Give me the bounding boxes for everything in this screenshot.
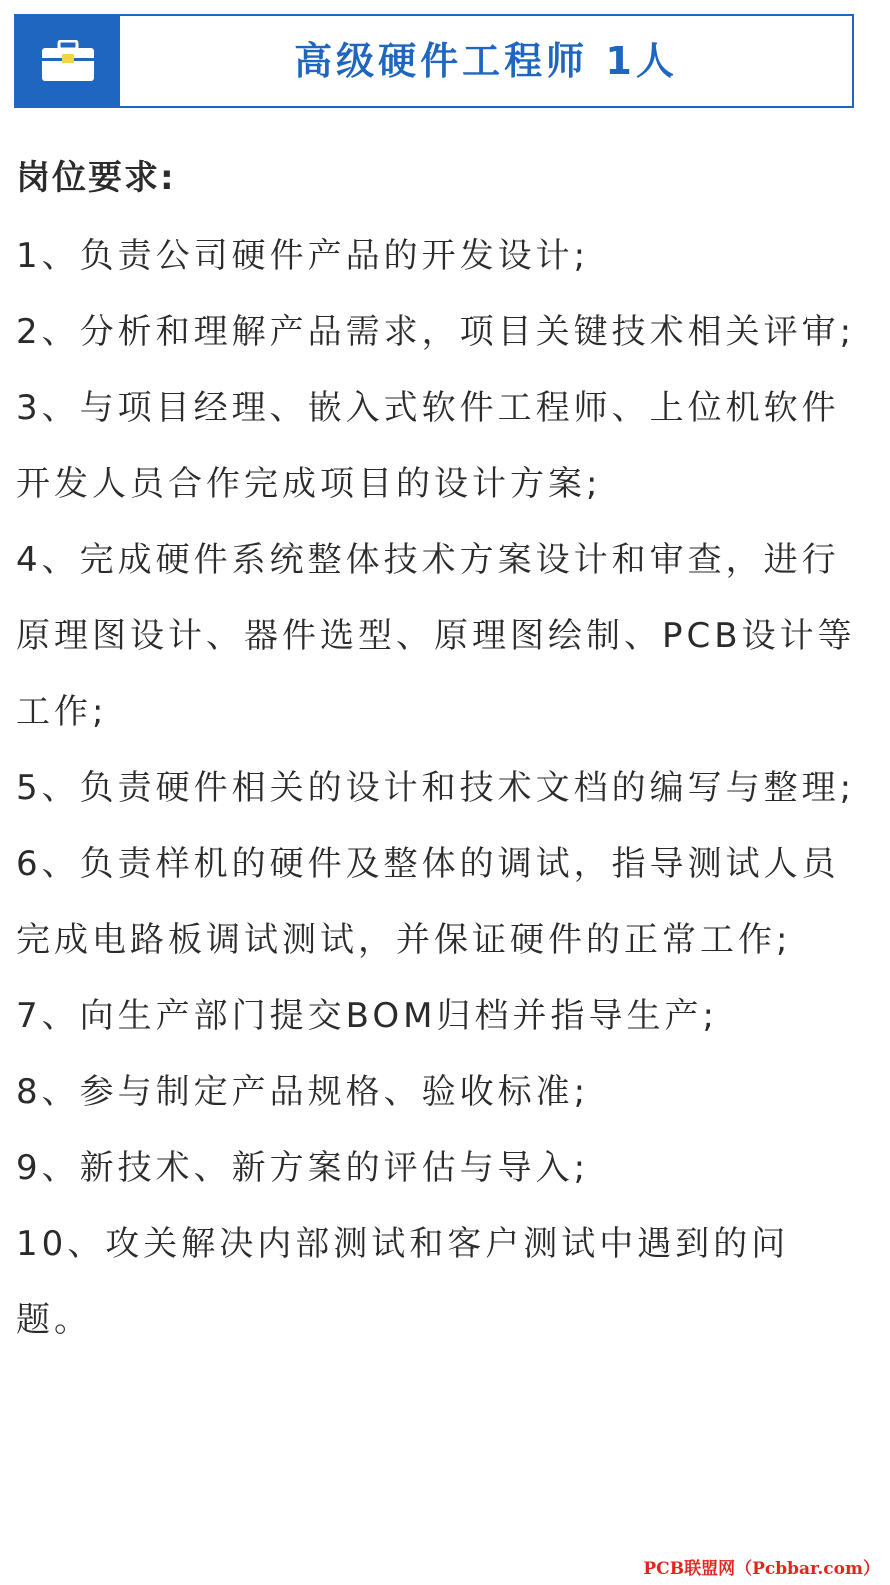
requirement-item: 7、向生产部门提交BOM归档并指导生产; [16, 996, 718, 1036]
briefcase-icon [40, 40, 96, 82]
requirements-heading: 岗位要求: [16, 158, 176, 198]
requirement-item: 5、负责硬件相关的设计和技术文档的编写与整理; [16, 768, 856, 808]
requirement-item: 2、分析和理解产品需求，项目关键技术相关评审; [16, 312, 856, 352]
requirement-item: 3、与项目经理、嵌入式软件工程师、上位机软件开发人员合作完成项目的设计方案; [16, 388, 840, 504]
requirement-item: 6、负责样机的硬件及整体的调试，指导测试人员完成电路板调试测试，并保证硬件的正常工作; [16, 844, 840, 960]
job-title-banner [14, 14, 854, 108]
icon-block [16, 16, 120, 106]
requirement-item: 9、新技术、新方案的评估与导入; [16, 1148, 590, 1188]
watermark: PCB联盟网（Pcbbar.com） [643, 1559, 880, 1579]
requirement-item: 8、参与制定产品规格、验收标准; [16, 1072, 590, 1112]
requirement-item: 1、负责公司硬件产品的开发设计; [16, 236, 590, 276]
requirement-item: 4、完成硬件系统整体技术方案设计和审查，进行原理图设计、器件选型、原理图绘制、PCB设计等工作; [16, 540, 856, 732]
requirements-list [16, 218, 858, 1358]
requirement-item: 10、攻关解决内部测试和客户测试中遇到的问题。 [16, 1224, 790, 1340]
job-title: 高级硬件工程师 1人 [294, 39, 678, 83]
